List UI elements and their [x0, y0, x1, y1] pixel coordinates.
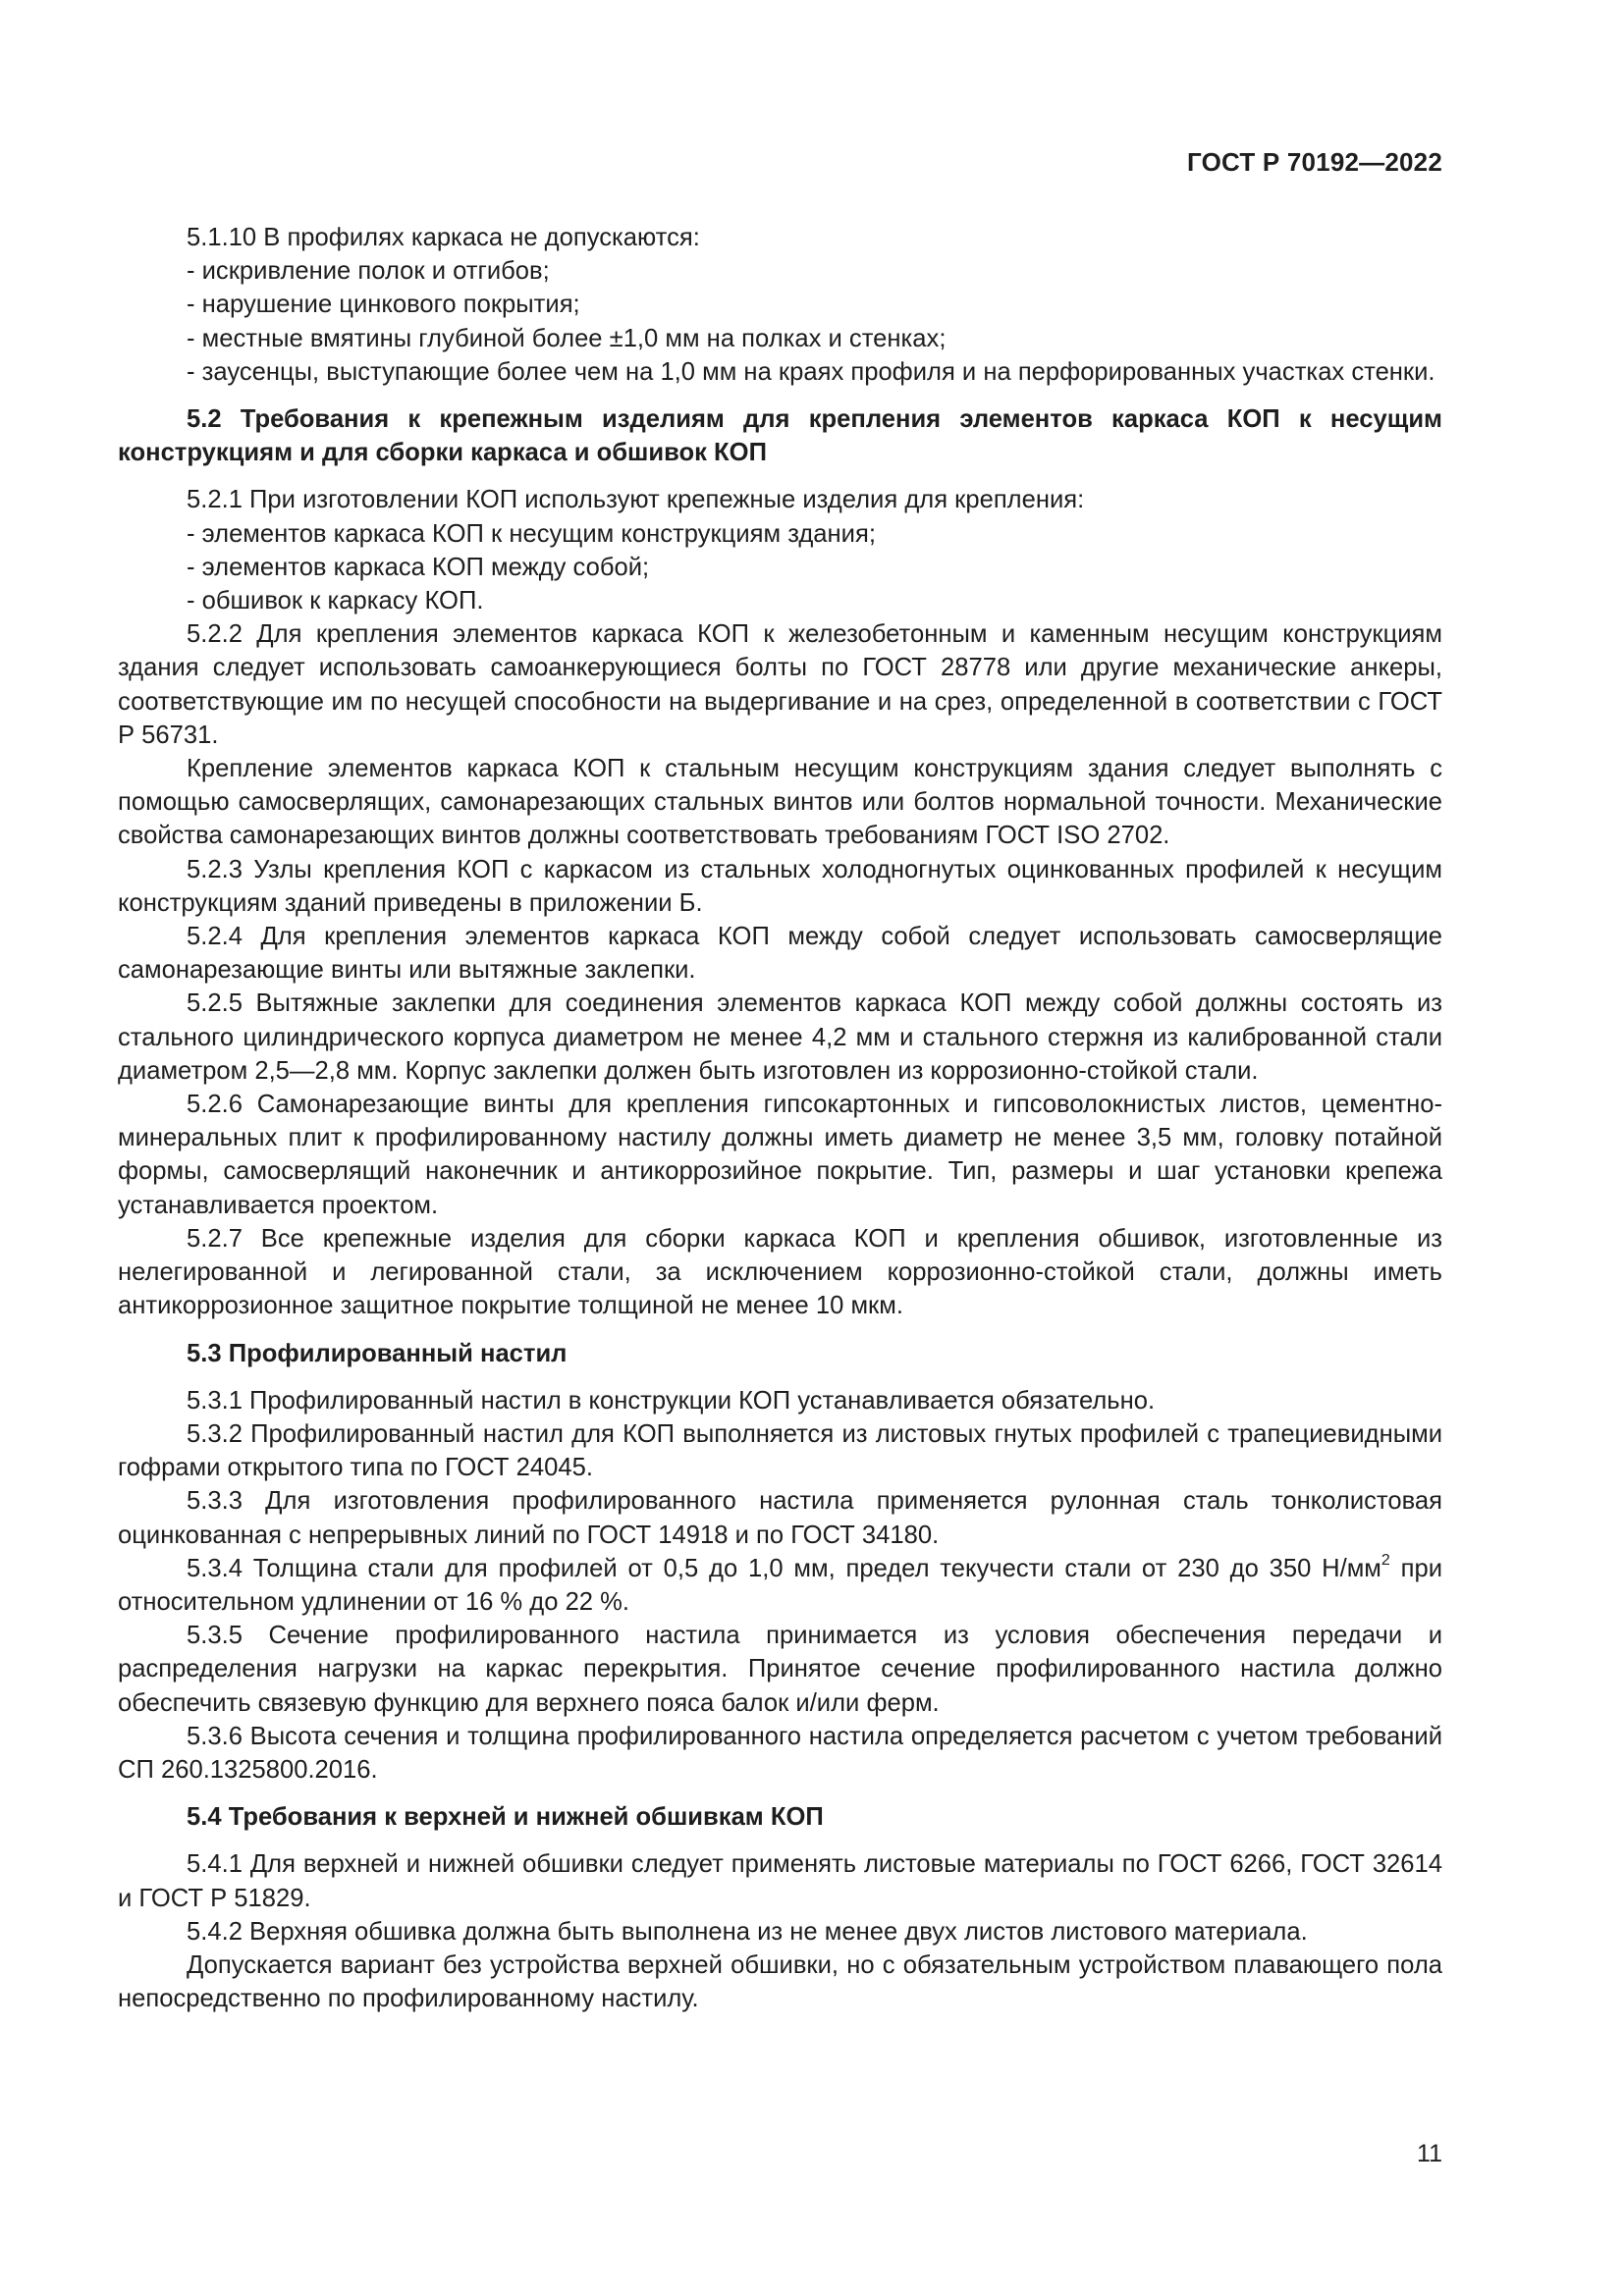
list-item: - элементов каркаса КОП к несущим конструкциям здания;: [187, 519, 876, 548]
clause-5-2-1: 5.2.1 При изготовлении КОП используют крепежные изделия для крепления:: [187, 486, 1085, 514]
section-heading-5-4: 5.4 Требования к верхней и нижней обшивкам КОП: [187, 1803, 824, 1832]
list-item: - заусенцы, выступающие более чем на 1,0 мм на краях профиля и на перфорированных участках стенки.: [187, 357, 1435, 386]
page-body: [118, 221, 1442, 2015]
unit-exponent: 2: [1380, 1552, 1390, 1570]
list-item: - местные вмятины глубиной более ±1,0 мм на полках и стенках;: [187, 324, 947, 352]
clause-5-4-2: 5.4.2 Верхняя обшивка должна быть выполнена из не менее двух листов листового материала.: [187, 1917, 1308, 1946]
clause-5-3-4-text: 5.3.4 Толщина стали для профилей от 0,5 до 1,0 мм, предел текучести стали от 230 до 350 Н/мм: [187, 1554, 1381, 1582]
clause-5-3-4-tail: при относительном удлинении от 16 % до 22 %.: [118, 1554, 1442, 1616]
clause-5-1-10: 5.1.10 В профилях каркаса не допускаются:: [187, 224, 700, 251]
clause-5-3-1: 5.3.1 Профилированный настил в конструкции КОП устанавливается обязательно.: [187, 1386, 1156, 1415]
clause-5-4-2-continued: Допускается вариант без устройства верхней обшивки, но с обязательным устройством плавающего пола непосредственно по профилированному настилу.: [118, 1950, 1442, 2013]
list-item: - нарушение цинкового покрытия;: [187, 291, 580, 319]
clause-5-2-5: 5.2.5 Вытяжные заклепки для соединения элементов каркаса КОП между собой должны состоять из стального цилиндрического корпуса диаметром не менее 4,2 мм и стального стержня из калиброванной стали диаметром 2,5—2,8 мм. Корпус заклепки должен быть изготовлен из коррозионно-стойкой стали.: [118, 989, 1442, 1085]
clause-5-2-3: 5.2.3 Узлы крепления КОП с каркасом из стальных холодногнутых оцинкованных профилей к несущим конструкциям зданий приведены в приложении Б.: [118, 855, 1442, 917]
clause-5-2-2-continued: Крепление элементов каркаса КОП к стальным несущим конструкциям здания следует выполнять с помощью самосверлящих, самонарезающих стальных винтов или болтов нормальной точности. Механические свойства самонарезающих винтов должны соответствовать требованиям ГОСТ ISO 2702.: [118, 755, 1442, 850]
list-item: - элементов каркаса КОП между собой;: [187, 553, 650, 581]
section-heading-5-3: 5.3 Профилированный настил: [187, 1339, 568, 1367]
clause-5-3-5: 5.3.5 Сечение профилированного настила принимается из условия обеспечения передачи и распределения нагрузки на каркас перекрытия. Принятое сечение профилированного настила должно обеспечить связевую функцию для верхнего пояса балок и/или ферм.: [118, 1622, 1442, 1717]
list-item: - обшивок к каркасу КОП.: [187, 587, 484, 615]
clause-5-2-6: 5.2.6 Самонарезающие винты для крепления гипсокартонных и гипсоволокнистых листов, цементно-минеральных плит к профилированному настилу должны иметь диаметр не менее 3,5 мм, головку потайной формы, самосверлящий наконечник и антикоррозийное покрытие. Тип, размеры и шаг установки крепежа устанавливается проектом.: [118, 1091, 1442, 1219]
clause-5-2-4: 5.2.4 Для крепления элементов каркаса КОП между собой следует использовать самосверлящие самонарезающие винты или вытяжные заклепки.: [118, 923, 1442, 985]
list-item: - искривление полок и отгибов;: [187, 257, 550, 286]
clause-5-3-4: [118, 1552, 1442, 1619]
clause-5-3-6: 5.3.6 Высота сечения и толщина профилированного настила определяется расчетом с учетом требований СП 260.1325800.2016.: [118, 1722, 1442, 1784]
clause-5-2-2: 5.2.2 Для крепления элементов каркаса КОП к железобетонным и каменным несущим конструкциям здания следует использовать самоанкерующиеся болты по ГОСТ 28778 или другие механические анкеры, соответствующие им по несущей способности на выдергивание и на срез, определенной в соответствии с ГОСТ Р 56731.: [118, 620, 1442, 749]
clause-5-3-3: 5.3.3 Для изготовления профилированного настила применяется рулонная сталь тонколистовая оцинкованная с непрерывных линий по ГОСТ 14918 и по ГОСТ 34180.: [118, 1487, 1442, 1549]
document-designation: ГОСТ Р 70192—2022: [1187, 147, 1442, 177]
clause-5-4-1: 5.4.1 Для верхней и нижней обшивки следует применять листовые материалы по ГОСТ 6266, ГОСТ 32614 и ГОСТ Р 51829.: [118, 1850, 1442, 1912]
clause-5-2-7: 5.2.7 Все крепежные изделия для сборки каркаса КОП и крепления обшивок, изготовленные из нелегированной и легированной стали, за исключением коррозионно-стойкой стали, должны иметь антикоррозионное защитное покрытие толщиной не менее 10 мкм.: [118, 1224, 1442, 1320]
section-heading-5-2: 5.2 Требования к крепежным изделиям для крепления элементов каркаса КОП к несущим конструкциям и для сборки каркаса и обшивок КОП: [118, 405, 1442, 467]
clause-5-3-2: 5.3.2 Профилированный настил для КОП выполняется из листовых гнутых профилей с трапециевидными гофрами открытого типа по ГОСТ 24045.: [118, 1419, 1442, 1482]
page-number: 11: [1417, 2140, 1442, 2167]
